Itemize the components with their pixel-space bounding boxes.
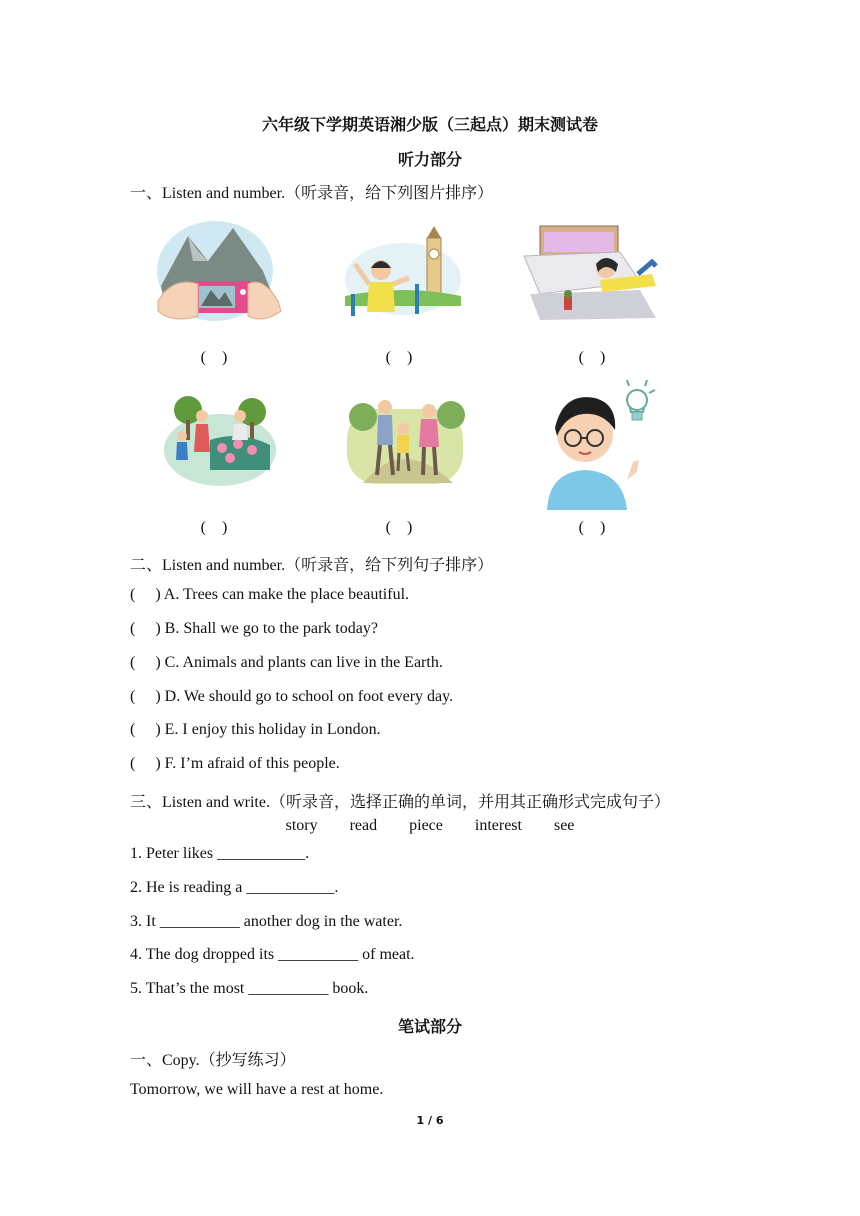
fill-in-item-2: 2. He is reading a ___________.: [130, 879, 339, 896]
word-bank-item: story: [285, 817, 318, 834]
fill-in-item-4: 4. The dog dropped its __________ of meat.: [130, 946, 415, 963]
family-garden-icon: [160, 390, 280, 490]
page-title: 六年级下学期英语湘少版（三起点）期末测试卷: [261, 115, 598, 134]
girl-bedroom-icon: [520, 222, 660, 322]
word-bank-item: see: [553, 817, 575, 834]
sentence-item-c: ( ) C. Animals and plants can live in the Earth.: [130, 654, 443, 671]
sentence-item-e: ( ) E. I enjoy this holiday in London.: [130, 721, 381, 738]
fill-in-item-1: 1. Peter likes ___________.: [130, 845, 310, 862]
copy-sentence: Tomorrow, we will have a rest at home.: [130, 1081, 384, 1098]
answer-blank-2[interactable]: ( ): [385, 349, 413, 366]
boy-idea-icon: [543, 376, 663, 510]
listening-section-header: 听力部分: [397, 150, 462, 169]
word-bank-item: interest: [474, 817, 522, 834]
camera-photo-icon: [153, 216, 283, 331]
answer-blank-3[interactable]: ( ): [578, 349, 606, 366]
word-bank-item: piece: [409, 817, 443, 834]
section1-heading: 一、Listen and number.（听录音，给下列图片排序）: [130, 185, 494, 202]
sentence-item-a: ( ) A. Trees can make the place beautiful.: [130, 586, 410, 603]
section3-heading: 三、Listen and write.（听录音，选择正确的单词，并用其正确形式完成句子）: [130, 794, 670, 811]
fill-in-item-5: 5. That’s the most __________ book.: [130, 980, 369, 997]
answer-blank-1[interactable]: ( ): [200, 349, 228, 366]
family-walk-icon: [343, 395, 468, 490]
answer-blank-5[interactable]: ( ): [385, 519, 413, 536]
answer-blank-6[interactable]: ( ): [578, 519, 606, 536]
word-bank-item: read: [349, 817, 378, 834]
writing-section-header: 笔试部分: [397, 1017, 462, 1036]
section2-heading: 二、Listen and number.（听录音，给下列句子排序）: [130, 557, 494, 574]
fill-in-item-3: 3. It __________ another dog in the water.: [130, 913, 403, 930]
sentence-item-f: ( ) F. I’m afraid of this people.: [130, 755, 340, 772]
sentence-item-d: ( ) D. We should go to school on foot every day.: [130, 688, 454, 705]
copy-heading: 一、Copy.（抄写练习）: [130, 1052, 296, 1069]
word-bank: [0, 817, 860, 835]
sentence-item-b: ( ) B. Shall we go to the park today?: [130, 620, 378, 637]
page-number: 1 / 6: [416, 1114, 444, 1127]
boy-london-icon: [343, 224, 463, 324]
answer-blank-4[interactable]: ( ): [200, 519, 228, 536]
